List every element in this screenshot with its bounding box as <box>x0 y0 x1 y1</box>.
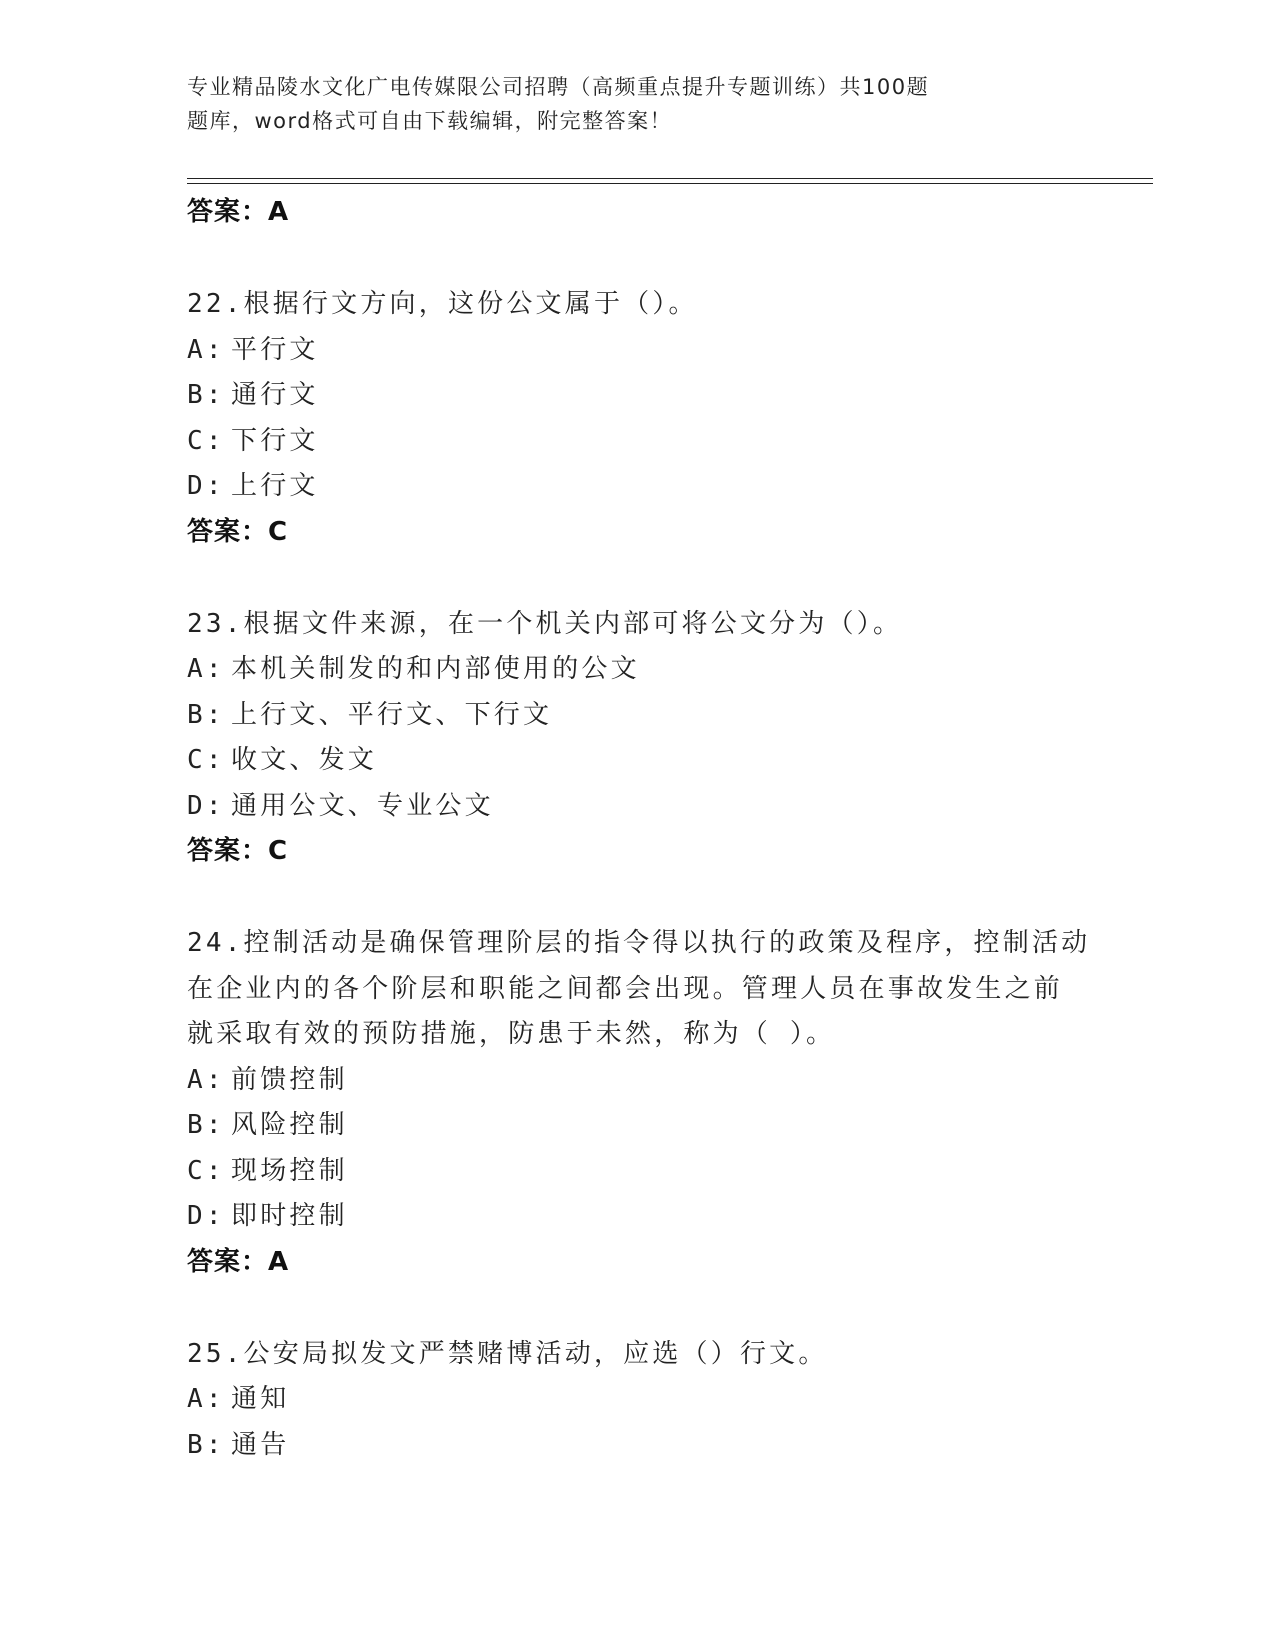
option-text: 通用公文、专业公文 <box>231 790 494 821</box>
option-text: 即时控制 <box>231 1201 348 1231</box>
option-letter: C: <box>187 1155 225 1186</box>
option-text: 前馈控制 <box>231 1064 348 1095</box>
option-text: 下行文 <box>231 425 319 456</box>
question-stem-line-1: 24.控制活动是确保管理阶层的指令得以执行的政策及程序，控制活动 <box>187 928 1091 958</box>
question-stem: 22.根据行文方向，这份公文属于（）。 <box>187 289 698 319</box>
question-22 <box>187 282 1087 555</box>
option-a <box>187 328 1087 374</box>
spacer <box>187 555 1087 602</box>
question-stem-line-2: 在企业内的各个阶层和职能之间都会出现。管理人员在事故发生之前 <box>187 973 1064 1004</box>
option-text: 上行文、平行文、下行文 <box>231 699 553 730</box>
option-text: 通告 <box>231 1429 290 1460</box>
option-letter: D: <box>187 471 225 501</box>
option-letter: A: <box>187 334 225 365</box>
option-b <box>187 1103 1087 1149</box>
option-text: 收文、发文 <box>231 745 378 775</box>
header-line-2: 题库，word格式可自由下载编辑，附完整答案！ <box>187 109 673 133</box>
option-letter: B: <box>187 1110 225 1140</box>
option-b <box>187 693 1087 739</box>
option-letter: C: <box>187 745 225 775</box>
option-text: 通行文 <box>231 380 319 410</box>
header-line-1: 专业精品陵水文化广电传媒限公司招聘（高频重点提升专题训练）共100题 <box>187 75 930 99</box>
page-header <box>187 70 1037 138</box>
option-letter: D: <box>187 1201 225 1231</box>
option-a <box>187 1058 1087 1104</box>
option-letter: D: <box>187 790 225 821</box>
option-c <box>187 419 1087 465</box>
header-divider-top <box>187 178 1153 179</box>
option-letter: B: <box>187 1429 225 1460</box>
option-b <box>187 1423 1087 1469</box>
option-letter: A: <box>187 1384 225 1414</box>
spacer <box>187 874 1087 921</box>
option-letter: C: <box>187 425 225 456</box>
option-letter: B: <box>187 699 225 730</box>
option-letter: A: <box>187 1064 225 1095</box>
answer-line: 答案：C <box>187 516 289 547</box>
answer-line: 答案：C <box>187 836 289 866</box>
option-b <box>187 373 1087 419</box>
answer-line: 答案：A <box>187 1246 290 1277</box>
question-list <box>187 190 1091 1468</box>
option-text: 平行文 <box>231 334 319 365</box>
option-letter: A: <box>187 654 225 684</box>
question-24 <box>187 921 1091 1285</box>
question-stem-line-3: 就采取有效的预防措施，防患于未然，称为（ ）。 <box>187 1019 836 1049</box>
option-a <box>187 1377 1087 1423</box>
option-letter: B: <box>187 380 225 410</box>
option-text: 现场控制 <box>231 1155 348 1186</box>
option-d <box>187 784 1087 830</box>
option-a <box>187 647 1087 693</box>
option-text: 上行文 <box>231 471 319 501</box>
option-text: 通知 <box>231 1384 290 1414</box>
option-text: 本机关制发的和内部使用的公文 <box>231 654 640 684</box>
previous-answer: 答案：A <box>187 197 290 227</box>
option-text: 风险控制 <box>231 1110 348 1140</box>
option-c <box>187 1149 1087 1195</box>
question-25 <box>187 1332 1087 1469</box>
question-stem: 25.公安局拟发文严禁赌博活动，应选（）行文。 <box>187 1338 828 1369</box>
spacer <box>187 235 1087 282</box>
option-d <box>187 1194 1087 1240</box>
question-23 <box>187 602 1087 875</box>
header-divider-bottom <box>187 183 1153 184</box>
option-c <box>187 738 1087 784</box>
option-d <box>187 464 1087 510</box>
question-stem: 23.根据文件来源，在一个机关内部可将公文分为（）。 <box>187 608 903 639</box>
spacer <box>187 1285 1087 1332</box>
